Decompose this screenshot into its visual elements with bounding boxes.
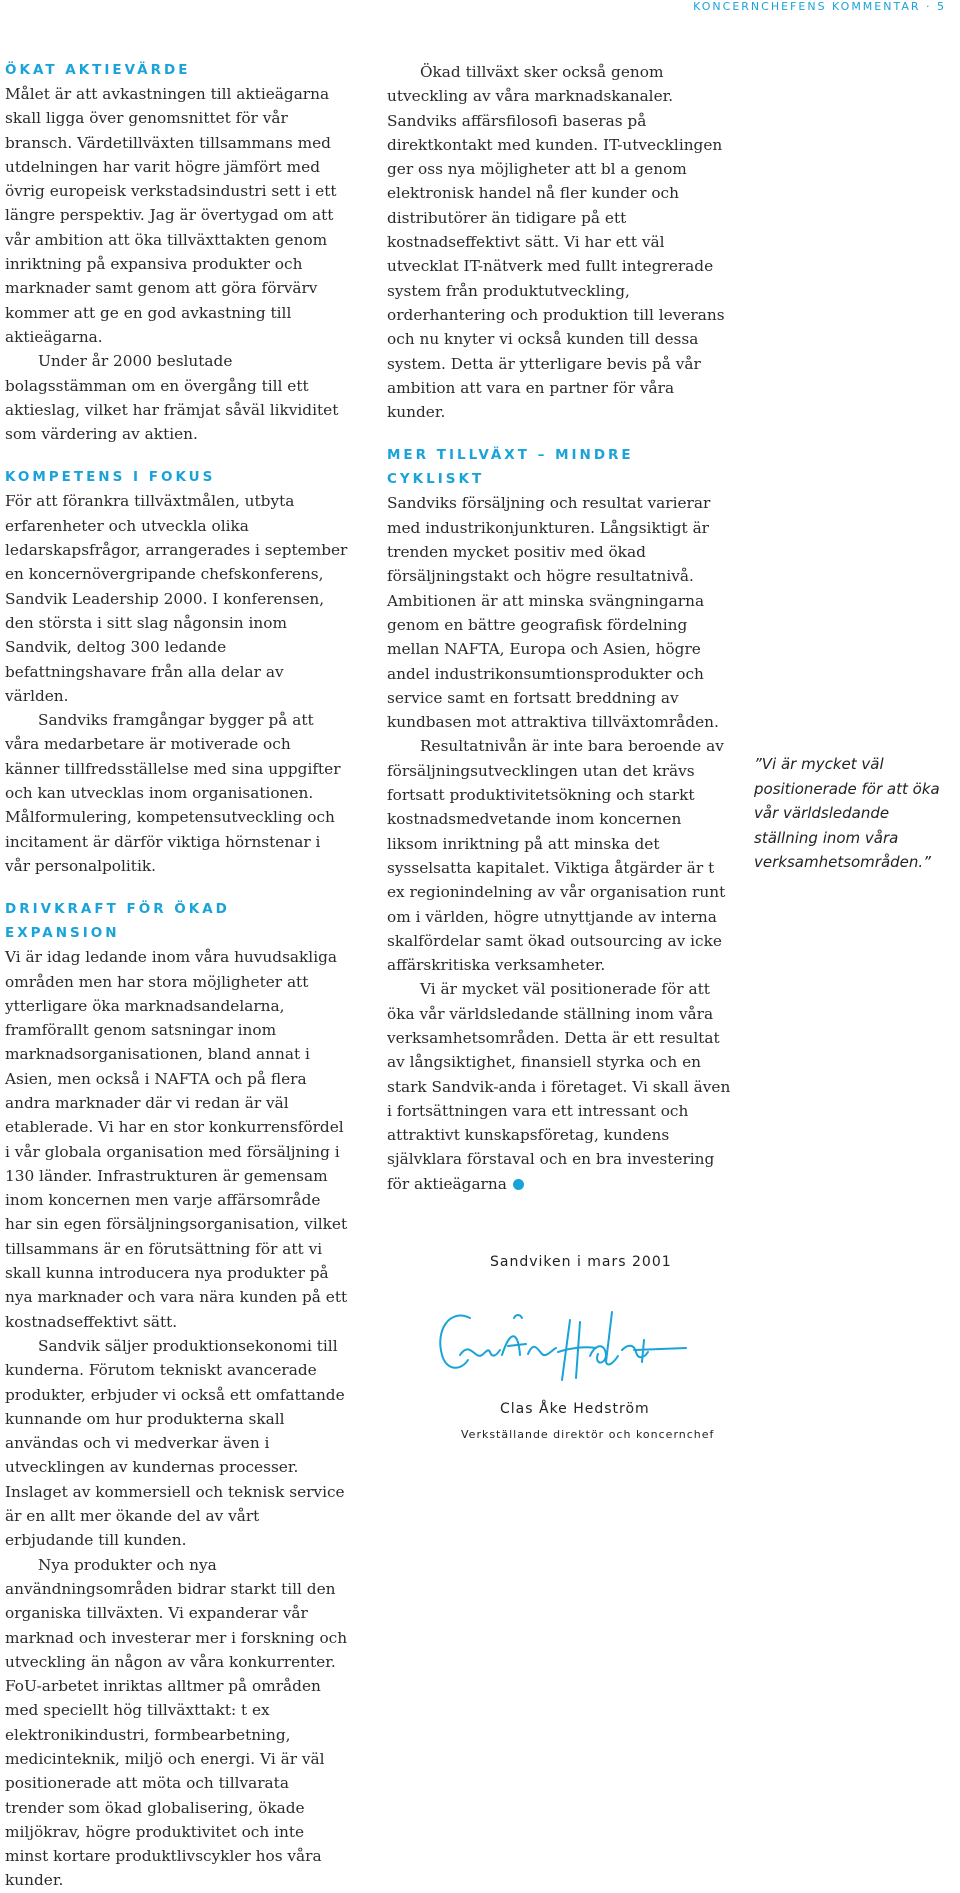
handwritten-signature xyxy=(430,1300,690,1390)
paragraph: Sandviks framgångar bygger på att våra medarbetare är motiverade och känner tillfredsställelse med sina uppgifter och kan utvecklas inom organisationen. Målformulering, kompetensutveckling och incitament är därför viktiga hörnstenar i vår personalpolitik. xyxy=(5,711,341,875)
page-header: KONCERNCHEFENS KOMMENTAR · 5 xyxy=(693,0,946,13)
paragraph: Ökad tillväxt sker också genom utveckling av våra marknadskanaler. Sandviks affärsfilosofi baseras på direktkontakt med kunden. IT-utvecklingen ger oss nya möjligheter att bl a genom elektronisk handel nå fler kunder och distributörer än tidigare på ett kostnadseffektivt sätt. Vi har ett väl utvecklat IT-nätverk med fullt integrerade system från produktutveckling, orderhantering och produktion till leverans och nu knyter vi också kunden till dessa system. Detta är ytterligare bevis på vår ambition att vara en partner för våra kunder. xyxy=(387,63,725,422)
column-left xyxy=(5,58,348,1893)
paragraph: Målet är att avkastningen till aktieägarna skall ligga över genomsnittet för vår bransch. Värdetillväxten tillsammans med utdelningen har varit högre jämfört med övrig europeisk verkstadsindustri sett i ett längre perspektiv. Jag är övertygad om att vår ambition att öka tillväxttakten genom inriktning på expansiva produkter och marknader samt genom att göra förvärv kommer att ge en god avkastning till aktieägarna. xyxy=(5,85,337,346)
paragraph: Resultatnivån är inte bara beroende av försäljningsutvecklingen utan det krävs fortsatt produktivitetsökning och starkt kostnadsmedvetande inom koncernen liksom inriktning på att minska det sysselsatta kapitalet. Viktiga åtgärder är t ex regionindelning av vår organisation runt om i världen, högre utnyttjande av interna skalfördelar samt ökad outsourcing av icke affärskritiska verksamheter. xyxy=(387,737,726,975)
column-middle xyxy=(387,60,732,1196)
paragraph: Nya produkter och nya användningsområden bidrar starkt till den organiska tillväxten. Vi expanderar vår marknad och investerar mer i forskning och utveckling än någon av våra konkurrenter. FoU-arbetet inriktas alltmer på områden med speciellt hög tillväxttakt: t ex elektronikindustri, formbearbetning, medicinteknik, miljö och energi. Vi är väl positionerade att möta och tillvarata trender som ökad globalisering, ökade miljökrav, högre produktivitet och inte minst kortare produktlivscykler hos våra kunder. xyxy=(5,1555,348,1890)
paragraph: För att förankra tillväxtmålen, utbyta erfarenheter och utveckla olika ledarskapsfrågor, arrangerades i september en koncernövergripande chefskonferens, Sandvik Leadership 2000. I konferensen, den största i sitt slag någonsin inom Sandvik, deltog 300 ledande befattningshavare från alla delar av världen. xyxy=(5,492,348,705)
paragraph xyxy=(387,977,732,1196)
place-date: Sandviken i mars 2001 xyxy=(490,1254,672,1270)
paragraph: Under år 2000 beslutade bolagsstämman om en övergång till ett aktieslag, vilket har främjat såväl likviditet som värdering av aktien. xyxy=(5,352,339,444)
end-dot-icon xyxy=(513,1179,524,1190)
paragraph: Sandviks försäljning och resultat varierar med industrikonjunkturen. Långsiktigt är trenden mycket positiv med ökad försäljningstakt och högre resultatnivå. Ambitionen är att minska svängningarna genom en bättre geografisk fördelning mellan NAFTA, Europa och Asien, högre andel industrikonsumtionsprodukter och service samt en fortsatt breddning av kundbasen mot attraktiva tillväxtområden. xyxy=(387,494,719,732)
paragraph: Sandvik säljer produktionsekonomi till kunderna. Förutom tekniskt avancerade produkter, erbjuder vi också ett omfattande kunnande om hur produkterna skall användas och vi medverkar även i utvecklingen av kundernas processer. Inslaget av kommersiell och teknisk service är en allt mer ökande del av vårt erbjudande till kunden. xyxy=(5,1336,345,1550)
signer-title: Verkställande direktör och koncernchef xyxy=(461,1428,715,1441)
paragraph-text: Vi är mycket väl positionerade för att öka vår världsledande ställning inom våra verksamhetsområden. Detta är ett resultat av långsiktighet, finansiell styrka och en stark Sandvik-anda i företaget. Vi skall även i fortsättningen vara ett intressant och attraktivt kunskapsföretag, kundens självklara förstaval och en bra investering för aktieägarna xyxy=(387,980,731,1193)
paragraph: Vi är idag ledande inom våra huvudsakliga områden men har stora möjligheter att ytterligare öka marknadsandelarna, framförallt genom satsningar inom marknadsorganisationen, bland annat i Asien, men också i NAFTA och på flera andra marknader där vi redan är väl etablerade. Vi har en stor konkurrensfördel i vår globala organisation med försäljning i 130 länder. Infrastrukturen är gemensam inom koncernen men varje affärsområde har sin egen försäljningsorganisation, vilket tillsammans är en förutsättning för att vi skall kunna introducera nya produkter på nya marknader och vara nära kunden på ett kostnadseffektivt sätt. xyxy=(5,948,348,1331)
pull-quote: ”Vi är mycket väl positionerade för att öka vår världsledande ställning inom våra verksamhetsområden.” xyxy=(754,755,940,871)
signer-name: Clas Åke Hedström xyxy=(500,1401,650,1417)
heading-drivkraft-for-okad-expansion: DRIVKRAFT FÖR ÖKAD EXPANSION xyxy=(5,901,230,942)
heading-mer-tillvaxt-mindre-cykliskt: MER TILLVÄXT – MINDRE CYKLISKT xyxy=(387,447,634,488)
heading-kompetens-i-fokus: KOMPETENS I FOKUS xyxy=(5,469,216,486)
heading-okat-aktievarde: ÖKAT AKTIEVÄRDE xyxy=(5,62,191,78)
